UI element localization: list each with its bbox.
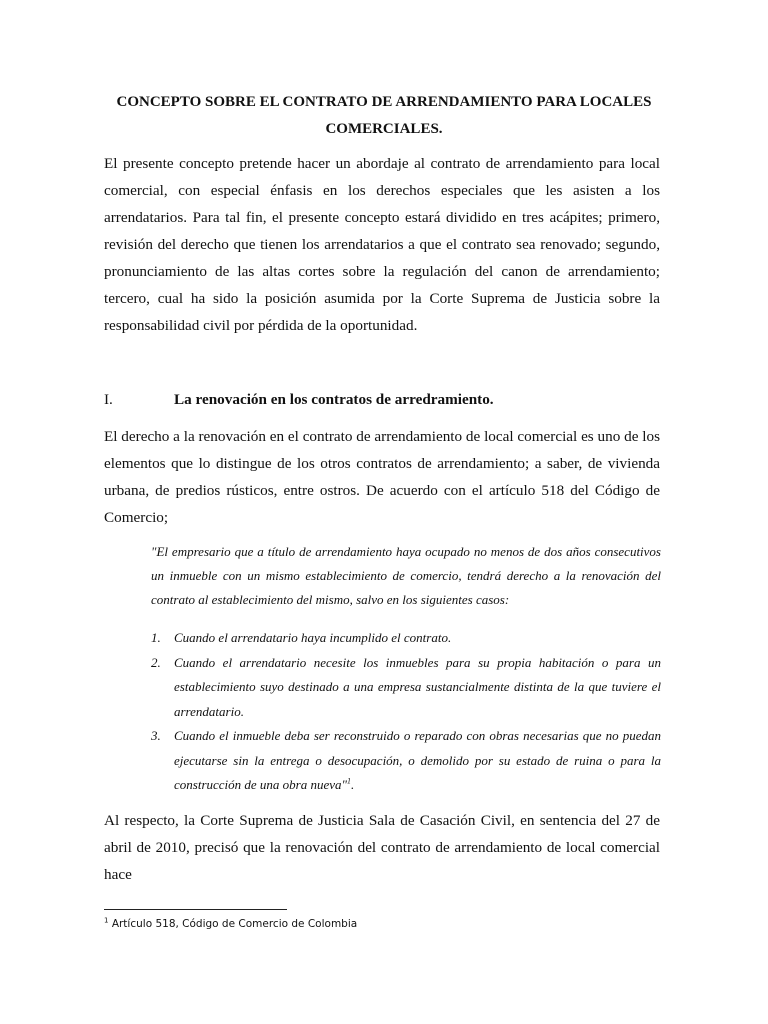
section-heading xyxy=(104,386,660,413)
section-number: I. xyxy=(104,391,113,408)
quote-item-text: Cuando el arrendatario haya incumplido el contrato. xyxy=(174,630,452,645)
footnote xyxy=(104,916,660,932)
quote-item-text: Cuando el arrendatario necesite los inmuebles para su propia habitación o para un establecimiento suyo destinado a una empresa sustancialmente distinta de la que tuviere el arrendatario. xyxy=(174,654,661,719)
intro-paragraph: El presente concepto pretende hacer un abordaje al contrato de arrendamiento para local comercial, con especial énfasis en los derechos especiales que les asisten a los arrendatarios. Para tal fin, el presente concepto estará dividido en tres acápites; primero, revisión del derecho que tienen los arrendatarios a que el contrato sea renovado; segundo, pronunciamiento de las altas cortes sobre la regulación del canon de arrendamiento; tercero, cual ha sido la posición asumida por la Corte Suprema de Justicia sobre la responsabilidad civil por pérdida de la oportunidad. xyxy=(104,155,660,334)
document-title: CONCEPTO SOBRE EL CONTRATO DE ARRENDAMIENTO PARA LOCALES COMERCIALES. xyxy=(116,94,652,137)
quote-item-number: 3. xyxy=(151,728,161,743)
quote-item-number: 2. xyxy=(151,654,161,670)
footnote-mark: 1 xyxy=(104,916,109,925)
quote-list-item xyxy=(151,651,661,725)
quote-list xyxy=(151,626,661,798)
quote-intro: "El empresario que a título de arrendamiento haya ocupado no menos de dos años consecutivos un inmueble con un mismo establecimiento de comercio, tendrá derecho a la renovación del contrato al establecimiento del mismo, salvo en los siguientes casos: xyxy=(151,544,661,607)
quote-item-number: 1. xyxy=(151,630,161,645)
closing-paragraph: Al respecto, la Corte Suprema de Justicia Sala de Casación Civil, en sentencia del 27 de abril de 2010, precisó que la renovación del contrato de arrendamiento de local comercial hace xyxy=(104,812,660,883)
section-heading-text: La renovación en los contratos de arredramiento. xyxy=(174,391,494,408)
section-paragraph: El derecho a la renovación en el contrato de arrendamiento de local comercial es uno de los elementos que lo distingue de los otros contratos de arrendamiento; a saber, de vivienda urbana, de predios rústicos, entre ostros. De acuerdo con el artículo 518 del Código de Comercio; xyxy=(104,428,660,526)
footnote-reference[interactable]: 1 xyxy=(346,776,351,786)
quote-list-item xyxy=(151,626,661,651)
footnote-text: Artículo 518, Código de Comercio de Colombia xyxy=(111,918,358,930)
quote-item-end: . xyxy=(350,777,355,792)
footnote-divider xyxy=(104,909,287,910)
quote-list-item xyxy=(151,724,661,798)
quote-item-text: Cuando el inmueble deba ser reconstruido o reparado con obras necesarias que no puedan ejecutarse sin la entrega o desocupación, o demolido por su estado de ruina o para la construcción de una obra nueva" xyxy=(174,728,661,792)
